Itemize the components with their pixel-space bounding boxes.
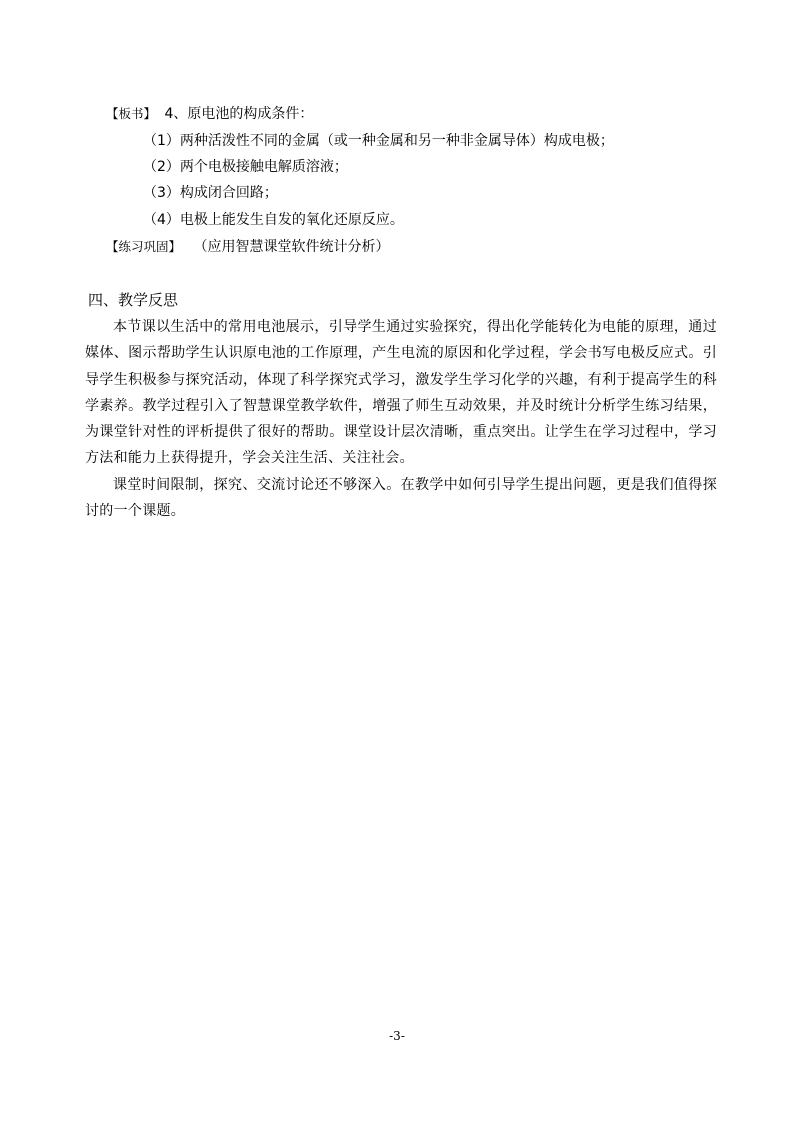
condition-item: （1）两种活泼性不同的金属（或一种金属和另一种非金属导体）构成电极； xyxy=(143,133,614,149)
section-heading: 四、教学反思 xyxy=(88,291,179,309)
condition-item: （4）电极上能发生自发的氧化还原反应。 xyxy=(143,212,404,228)
practice-line xyxy=(106,237,389,257)
practice-text: （应用智慧课堂软件统计分析） xyxy=(193,239,390,255)
reflection-paragraph: 本节课以生活中的常用电池展示，引导学生通过实验探究，得出化学能转化为电能的原理，通过媒体、图示帮助学生认识原电池的工作原理，产生电流的原因和化学过程，学会书写电极反应式。引导学生积极参与探究活动，体现了科学探究式学习，激发学生学习化学的兴趣，有利于提高学生的科学素养。教学过程引入了智慧课堂教学软件，增强了师生互动效果，并及时统计分析学生练习结果，为课堂针对性的评析提供了很好的帮助。课堂设计层次清晰，重点突出。让学生在学习过程中，学习方法和能力上获得提升，学会关注生活、关注社会。 xyxy=(85,319,717,467)
board-notes-title: 4、原电池的构成条件： xyxy=(164,106,314,122)
page-number: -3- xyxy=(389,1029,405,1043)
practice-label: 【练习巩固】 xyxy=(106,239,182,254)
board-notes-header xyxy=(106,104,313,124)
board-notes-label: 【板书】 xyxy=(106,106,157,121)
condition-item: （3）构成闭合回路； xyxy=(143,185,278,201)
condition-item: （2）两个电极接触电解质溶液； xyxy=(143,159,348,175)
reflection-paragraph: 课堂时间限制，探究、交流讨论还不够深入。在教学中如何引导学生提出问题，更是我们值得探讨的一个课题。 xyxy=(85,477,717,520)
